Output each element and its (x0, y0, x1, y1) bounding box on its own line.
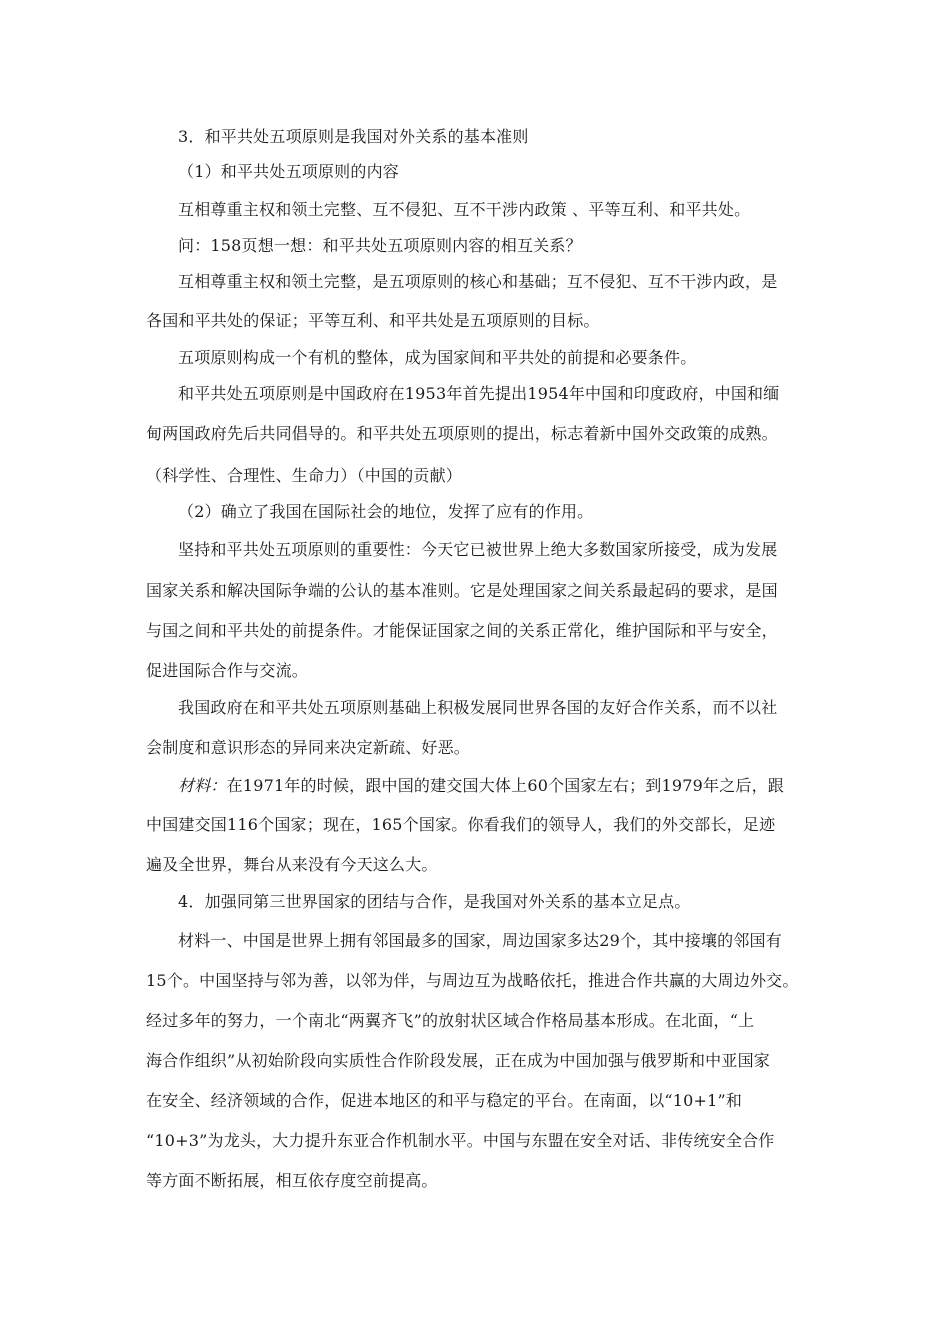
paragraph-line: 坚持和平共处五项原则的重要性：今天它已被世界上绝大多数国家所接受，成为发展 (178, 540, 778, 559)
paragraph-line: 在安全、经济领域的合作，促进本地区的和平与稳定的平台。在南面，以“10+1”和 (146, 1091, 743, 1110)
material-paragraph-line (178, 776, 784, 796)
paragraph-line: 中国建交国116个国家；现在，165个国家。你看我们的领导人，我们的外交部长，足迹 (146, 815, 776, 834)
subheading-2: （2）确立了我国在国际社会的地位，发挥了应有的作用。 (178, 502, 594, 521)
paragraph-line: 经过多年的努力，一个南北“两翼齐飞”的放射状区域合作格局基本形成。在北面，“上 (146, 1011, 755, 1030)
paragraph-line: 与国之间和平共处的前提条件。才能保证国家之间的关系正常化，维护国际和平与安全， (146, 621, 778, 640)
paragraph-line: 会制度和意识形态的异同来决定新疏、好恶。 (146, 738, 471, 757)
paragraph-line: “10+3”为龙头，大力提升东亚合作机制水平。中国与东盟在安全对话、非传统安全合作 (146, 1131, 775, 1150)
paragraph-line: 甸两国政府先后共同倡导的。和平共处五项原则的提出，标志着新中国外交政策的成熟。 (146, 424, 778, 443)
paragraph-line: 15个。中国坚持与邻为善，以邻为伴，与周边互为战略依托，推进合作共赢的大周边外交。 (146, 971, 799, 990)
paragraph-line: 我国政府在和平共处五项原则基础上积极发展同世界各国的友好合作关系，而不以社 (178, 698, 778, 717)
subheading-1: （1）和平共处五项原则的内容 (178, 162, 399, 181)
section-heading-4: 4．加强同第三世界国家的团结与合作，是我国对外关系的基本立足点。 (178, 892, 691, 911)
section-heading-3: 3．和平共处五项原则是我国对外关系的基本准则 (178, 127, 529, 146)
material-label: 材料： (178, 776, 227, 795)
paragraph-line: 国家关系和解决国际争端的公认的基本准则。它是处理国家之间关系最起码的要求，是国 (146, 581, 778, 600)
paragraph-line: 互相尊重主权和领土完整，是五项原则的核心和基础；互不侵犯、互不干涉内政，是 (178, 272, 778, 291)
paragraph-line: 和平共处五项原则是中国政府在1953年首先提出1954年中国和印度政府，中国和缅 (178, 384, 780, 403)
paragraph-line: 互相尊重主权和领土完整、互不侵犯、互不干涉内政策 、平等互利、和平共处。 (178, 200, 751, 219)
paragraph-line: （科学性、合理性、生命力）（中国的贡献） (146, 466, 463, 485)
paragraph-line: 海合作组织”从初始阶段向实质性合作阶段发展，正在成为中国加强与俄罗斯和中亚国家 (146, 1051, 770, 1070)
paragraph-line: 材料一、中国是世界上拥有邻国最多的国家，周边国家多达29个，其中接壤的邻国有 (178, 931, 782, 950)
question-line: 问：158页想一想：和平共处五项原则内容的相互关系？ (178, 236, 582, 255)
paragraph-line: 五项原则构成一个有机的整体，成为国家间和平共处的前提和必要条件。 (178, 348, 697, 367)
paragraph-line: 各国和平共处的保证；平等互利、和平共处是五项原则的目标。 (146, 311, 600, 330)
material-text: 在1971年的时候，跟中国的建交国大体上60个国家左右；到1979年之后，跟 (226, 776, 785, 795)
paragraph-line: 促进国际合作与交流。 (146, 661, 309, 680)
paragraph-line: 遍及全世界，舞台从来没有今天这么大。 (146, 855, 438, 874)
paragraph-line: 等方面不断拓展，相互依存度空前提高。 (146, 1171, 438, 1190)
